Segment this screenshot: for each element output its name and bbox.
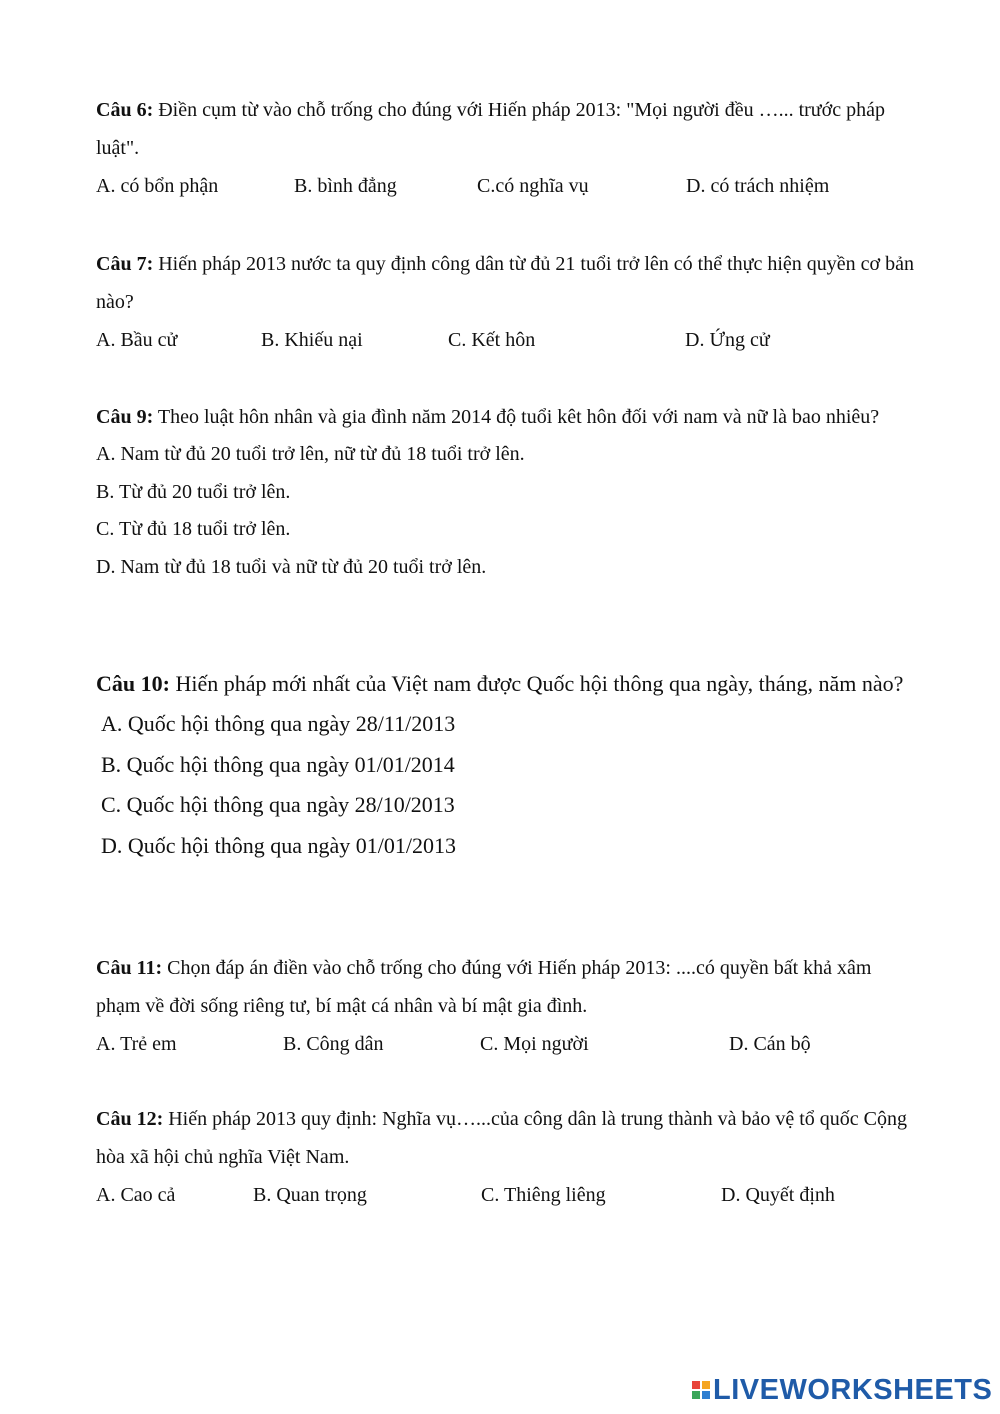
option-a[interactable]: A. Nam từ đủ 20 tuổi trở lên, nữ từ đủ 18 tuổi trở lên. [96,443,525,465]
question-6 [96,91,916,205]
question-number: Câu 10: [96,671,170,696]
question-9 [96,398,916,586]
option-c[interactable]: C.có nghĩa vụ [477,175,589,197]
options-row [96,1176,916,1214]
question-stem [96,1100,916,1176]
option-a[interactable]: A. có bổn phận [96,175,219,197]
question-text: Hiến pháp mới nhất của Việt nam được Quốc hội thông qua ngày, tháng, năm nào? [169,671,904,696]
question-text: Hiến pháp 2013 nước ta quy định công dân từ đủ 21 tuổi trở lên có thể thực hiện quyền cơ bản nào? [96,253,914,313]
options-row [96,167,916,205]
option-b[interactable]: B. Quốc hội thông qua ngày 01/01/2014 [101,751,455,777]
option-b[interactable]: B. Quan trọng [253,1184,367,1206]
option-d[interactable]: D. Ứng cử [685,329,770,351]
options-row [96,321,916,359]
question-text: Theo luật hôn nhân và gia đình năm 2014 độ tuổi kêt hôn đối với nam và nữ là bao nhiêu? [153,406,880,428]
option-d[interactable]: D. có trách nhiệm [686,175,830,197]
question-number: Câu 11: [96,957,163,979]
question-7 [96,245,916,359]
question-text: Hiến pháp 2013 quy định: Nghĩa vụ…...của công dân là trung thành và bảo vệ tổ quốc Cộng hòa xã hội chủ nghĩa Việt Nam. [96,1108,907,1168]
option-a[interactable]: A. Bầu cử [96,329,178,351]
option-c[interactable]: C. Quốc hội thông qua ngày 28/10/2013 [101,792,455,817]
option-a[interactable]: A. Trẻ em [96,1033,177,1055]
question-number: Câu 7: [96,253,154,275]
option-c[interactable]: C. Thiêng liêng [481,1184,606,1206]
options-list [96,436,916,586]
question-stem [96,949,916,1025]
question-text: Điền cụm từ vào chỗ trống cho đúng với Hiến pháp 2013: "Mọi người đều …... trước pháp luật". [96,99,885,159]
question-10 [96,664,916,866]
option-b[interactable]: B. Công dân [283,1033,384,1055]
options-list [96,704,916,866]
option-b[interactable]: B. Từ đủ 20 tuổi trở lên. [96,480,291,503]
option-b[interactable]: B. bình đẳng [294,175,397,197]
question-stem [96,91,916,167]
option-d[interactable]: D. Cán bộ [729,1033,811,1055]
option-b[interactable]: B. Khiếu nại [261,329,363,351]
option-d[interactable]: D. Nam từ đủ 18 tuổi và nữ từ đủ 20 tuổi trở lên. [96,555,487,578]
logo-tile [702,1391,710,1399]
question-number: Câu 9: [96,406,154,428]
option-c[interactable]: C. Mọi người [480,1033,589,1055]
option-c[interactable]: C. Kết hôn [448,329,536,351]
logo-tile [692,1381,700,1389]
logo-tile [692,1391,700,1399]
question-12 [96,1100,916,1214]
option-d[interactable]: D. Quyết định [721,1184,835,1206]
liveworksheets-logo [692,1373,992,1407]
question-stem [96,664,916,704]
logo-text: LIVEWORKSHEETS [713,1373,993,1406]
question-number: Câu 12: [96,1108,164,1130]
question-stem [96,398,916,436]
question-stem [96,245,916,321]
question-number: Câu 6: [96,99,154,121]
logo-tiles-icon [692,1381,710,1399]
question-text: Chọn đáp án điền vào chỗ trống cho đúng với Hiến pháp 2013: ....có quyền bất khả xâm phạm về đời sống riêng tư, bí mật cá nhân và bí mật gia đình. [96,957,872,1017]
option-a[interactable]: A. Quốc hội thông qua ngày 28/11/2013 [101,711,456,736]
question-11 [96,949,916,1063]
logo-tile [702,1381,710,1389]
option-d[interactable]: D. Quốc hội thông qua ngày 01/01/2013 [101,832,457,858]
option-a[interactable]: A. Cao cả [96,1184,176,1206]
option-c[interactable]: C. Từ đủ 18 tuổi trở lên. [96,518,291,540]
options-row [96,1025,916,1063]
